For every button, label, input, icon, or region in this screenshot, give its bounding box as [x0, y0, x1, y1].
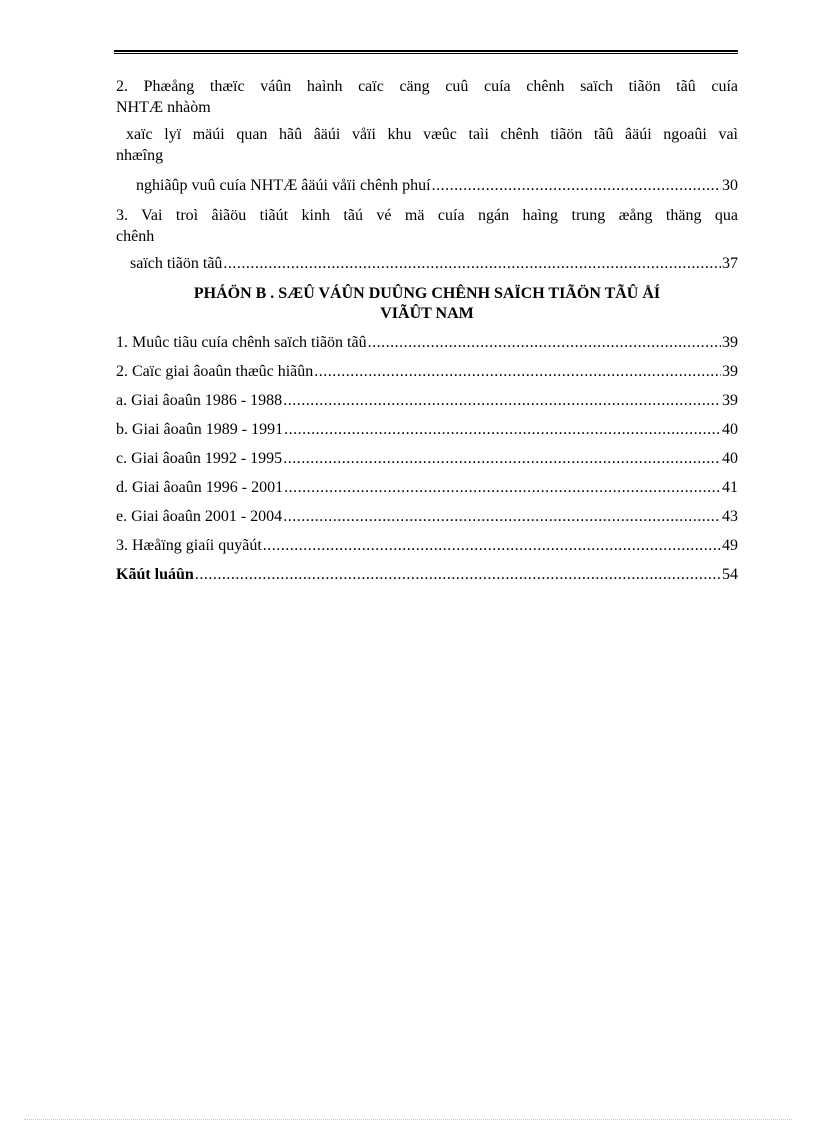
toc-item-2-line-4: nhæîng — [116, 147, 164, 164]
dot-leader — [284, 419, 721, 440]
toc-entry-title: nghiãûp vuû cuía NHTÆ âäúi våïi chênh phuí — [136, 177, 431, 194]
toc-entry[interactable] — [116, 535, 738, 556]
toc-entry-page: 43 — [722, 508, 738, 525]
toc-item-3-line-1: 3. Vai troì âiãöu tiãút kinh tãú vé mä cuía ngán haìng trung æång thäng qua — [116, 207, 738, 224]
toc-entry-title: b. Giai âoaûn 1989 - 1991 — [116, 421, 284, 438]
toc-entry[interactable] — [116, 419, 738, 440]
toc-entry-page: 39 — [722, 363, 738, 380]
toc-item-2-line-1: 2. Phæång thæïc váûn haình caïc cäng cuû cuía chênh saïch tiãön tãû cuía — [116, 78, 738, 95]
toc-entry-page: 40 — [722, 450, 738, 467]
table-of-contents — [116, 76, 738, 585]
toc-entry-page: 37 — [722, 255, 738, 272]
dot-leader — [283, 448, 721, 469]
dot-leader — [283, 506, 721, 527]
dot-leader — [195, 564, 721, 585]
toc-entry[interactable] — [116, 390, 738, 411]
dot-leader — [263, 535, 721, 556]
toc-entry-page: 39 — [722, 392, 738, 409]
dot-leader — [314, 361, 721, 382]
section-heading-part-b — [116, 284, 738, 324]
toc-entry[interactable] — [116, 477, 738, 498]
toc-item-3-line-2: chênh — [116, 228, 155, 245]
toc-entry-title: 3. Hæåïng giaíi quyãút — [116, 537, 262, 554]
footer-dotted-rule — [24, 1119, 792, 1121]
toc-entry-item-2[interactable] — [116, 175, 738, 196]
dot-leader — [223, 253, 721, 274]
toc-entry[interactable] — [116, 361, 738, 382]
toc-entry[interactable] — [116, 448, 738, 469]
toc-entry-page: 40 — [722, 421, 738, 438]
toc-entry-conclusion[interactable] — [116, 564, 738, 585]
dot-leader — [283, 390, 721, 411]
toc-entry-title: e. Giai âoaûn 2001 - 2004 — [116, 508, 283, 525]
header-double-rule — [114, 50, 738, 54]
dot-leader — [284, 477, 721, 498]
toc-entry-title: d. Giai âoaûn 1996 - 2001 — [116, 479, 284, 496]
toc-entry-title: saïch tiãön tãû — [130, 255, 223, 272]
toc-entry-title: a. Giai âoaûn 1986 - 1988 — [116, 392, 283, 409]
toc-entry-title: Kãút luáûn — [116, 566, 194, 583]
toc-item-2-line-2: NHTÆ nhàòm — [116, 99, 211, 116]
section-heading-line-1: PHÁÖN B . SÆÛ VÁÛN DUÛNG CHÊNH SAÏCH TIÃÖN TÃÛ ÅÍ — [193, 285, 661, 302]
toc-entry-page: 30 — [722, 177, 738, 194]
toc-entry-page: 39 — [722, 334, 738, 351]
toc-entry-page: 41 — [722, 479, 738, 496]
toc-entry-title: 1. Muûc tiãu cuía chênh saïch tiãön tãû — [116, 334, 367, 351]
toc-entry-page: 54 — [722, 566, 738, 583]
toc-entry-item-3[interactable] — [116, 253, 738, 274]
dot-leader — [432, 175, 721, 196]
toc-entry[interactable] — [116, 332, 738, 353]
toc-entry-page: 49 — [722, 537, 738, 554]
toc-entry-title: c. Giai âoaûn 1992 - 1995 — [116, 450, 283, 467]
toc-item-2-line-3: xaïc lyï mäúi quan hãû âäúi våïi khu væûc taìi chênh tiãön tãû âäúi ngoaûi vaì — [126, 126, 738, 143]
toc-entry[interactable] — [116, 506, 738, 527]
section-heading-line-2: VIÃÛT NAM — [380, 305, 474, 322]
toc-entry-title: 2. Caïc giai âoaûn thæûc hiãûn — [116, 363, 314, 380]
dot-leader — [368, 332, 721, 353]
